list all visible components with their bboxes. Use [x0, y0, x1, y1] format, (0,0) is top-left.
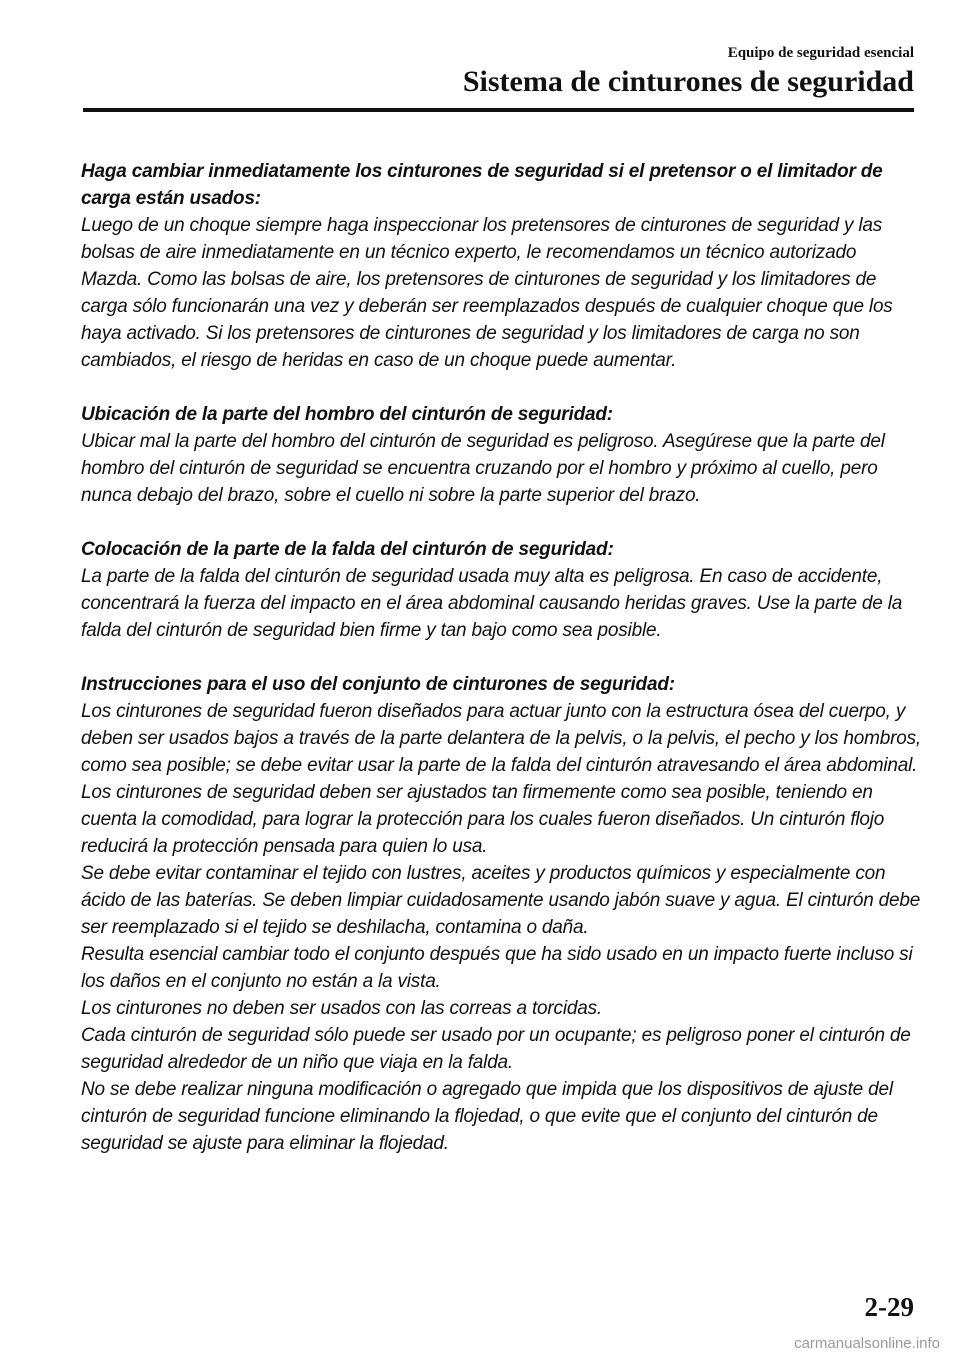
block-paragraph: Cada cinturón de seguridad sólo puede ser usado por un ocupante; es peligroso poner el cinturón de seguridad alrededor de un niño que viaja en la falda. [81, 1025, 911, 1073]
block-paragraph: Los cinturones no deben ser usados con las correas a torcidas. [81, 998, 602, 1019]
page-content [81, 158, 921, 1184]
block-paragraph: Se debe evitar contaminar el tejido con lustres, aceites y productos químicos y especialmente con ácido de las baterías. Se deben limpiar cuidadosamente usando jabón suave y agua. El cinturón debe ser reemplazado si el tejido se deshilacha, contamina o daña. [81, 863, 921, 938]
block-paragraph: Los cinturones de seguridad fueron diseñados para actuar junto con la estructura ósea del cuerpo, y deben ser usados bajos a través de la parte delantera de la pelvis, o la pelvis, el pecho y los hombros, como sea posible; se debe evitar usar la parte de la falda del cinturón atravesando el área abdominal. [81, 701, 921, 776]
watermark-link[interactable]: carmanualsonline.info [794, 1335, 940, 1352]
page-number: 2-29 [864, 1292, 914, 1322]
block-paragraph: Luego de un choque siempre haga inspeccionar los pretensores de cinturones de seguridad y las bolsas de aire inmediatamente en un técnico experto, le recomendamos un técnico autorizado Mazda. Como las bolsas de aire, los pretensores de cinturones de seguridad y los limitadores de carga sólo funcionarán una vez y deberán ser reemplazados después de cualquier choque que los haya activado. Si los pretensores de cinturones de seguridad y los limitadores de carga no son cambiados, el riesgo de heridas en caso de un choque puede aumentar. [81, 215, 893, 371]
warning-block-shoulder [81, 401, 921, 509]
block-heading: Ubicación de la parte del hombro del cinturón de seguridad: [81, 404, 613, 425]
block-paragraph: No se debe realizar ninguna modificación o agregado que impida que los dispositivos de ajuste del cinturón de seguridad funcione eliminando la flojedad, o que evite que el conjunto del cinturón de seguridad se ajuste para eliminar la flojedad. [81, 1079, 893, 1154]
block-heading: Instrucciones para el uso del conjunto de cinturones de seguridad: [81, 674, 675, 695]
page-header [463, 44, 914, 100]
chapter-title: Sistema de cinturones de seguridad [462, 65, 914, 98]
warning-block-pretensor [81, 158, 921, 374]
block-paragraph: Ubicar mal la parte del hombro del cinturón de seguridad es peligroso. Asegúrese que la parte del hombro del cinturón de seguridad se encuentra cruzando por el hombro y próximo al cuello, pero nunca debajo del brazo, sobre el cuello ni sobre la parte superior del brazo. [81, 431, 885, 506]
block-paragraph: Los cinturones de seguridad deben ser ajustados tan firmemente como sea posible, teniendo en cuenta la comodidad, para lograr la protección para los cuales fueron diseñados. Un cinturón flojo reducirá la protección pensada para quien lo usa. [81, 782, 885, 857]
section-label: Equipo de seguridad esencial [727, 45, 914, 61]
header-rule [83, 108, 914, 112]
warning-block-lap [81, 536, 921, 644]
block-heading: Haga cambiar inmediatamente los cinturones de seguridad si el pretensor o el limitador de carga están usados: [81, 161, 883, 209]
block-heading: Colocación de la parte de la falda del cinturón de seguridad: [81, 539, 614, 560]
block-paragraph: Resulta esencial cambiar todo el conjunto después que ha sido usado en un impacto fuerte incluso si los daños en el conjunto no están a la vista. [81, 944, 913, 992]
block-paragraph: La parte de la falda del cinturón de seguridad usada muy alta es peligrosa. En caso de accidente, concentrará la fuerza del impacto en el área abdominal causando heridas graves. Use la parte de la falda del cinturón de seguridad bien firme y tan bajo como sea posible. [81, 566, 903, 641]
warning-block-instructions [81, 671, 921, 1157]
